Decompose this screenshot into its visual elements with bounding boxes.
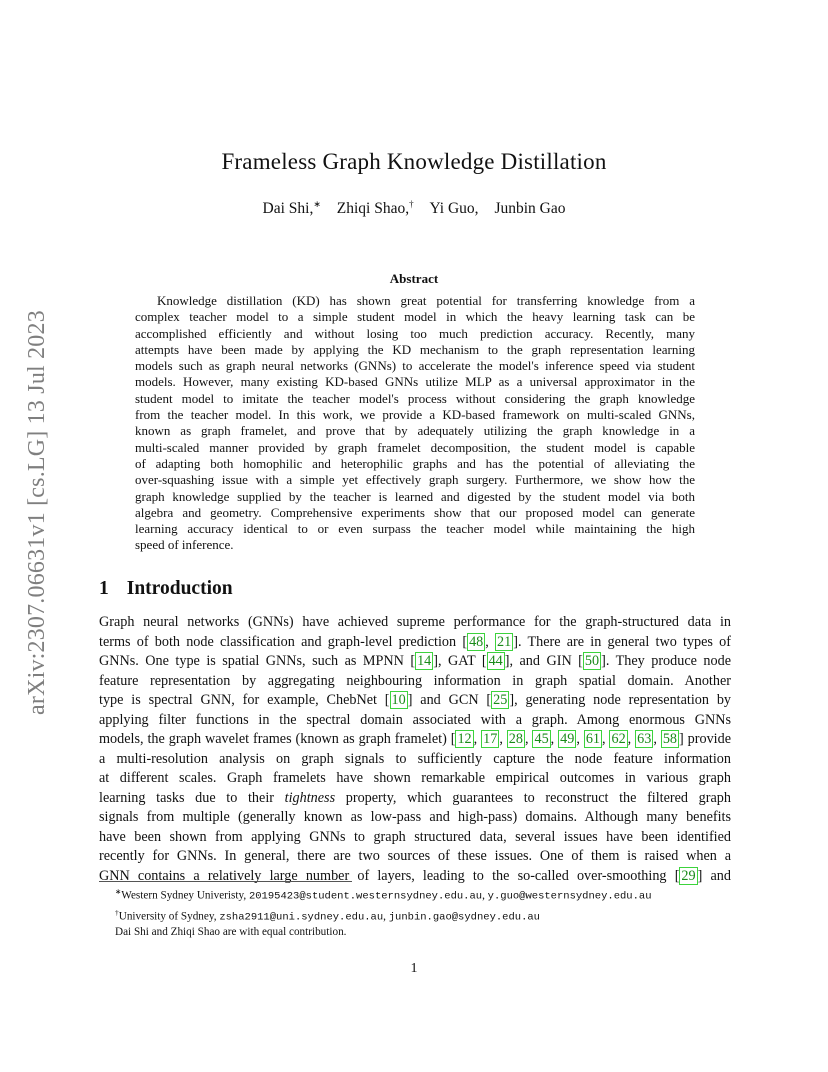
citation-link[interactable]: 21 bbox=[497, 633, 512, 650]
email-link[interactable]: 20195423@student.westernsydney.edu.au bbox=[248, 890, 483, 903]
email-link[interactable]: y.guo@westernsydney.edu.au bbox=[487, 890, 652, 903]
citation-link[interactable]: 17 bbox=[483, 731, 498, 747]
citation-link[interactable]: 28 bbox=[508, 731, 523, 747]
citation-link[interactable]: 29 bbox=[681, 867, 696, 884]
intro-line: GNN contains a relatively large number of layers, leading to the so-called over-smoothing [ 29 ] and bbox=[99, 867, 731, 884]
abstract-line: student model to imitate the teacher model's process without considering the graph knowledge bbox=[135, 390, 695, 406]
footnote-affiliation-2: †University of Sydney, zsha2911@uni.sydney.edu.au, junbin.gao@sydney.edu.au bbox=[115, 907, 540, 924]
citation-link[interactable]: 14 bbox=[417, 653, 432, 669]
footnote-affiliation-1: ∗Western Sydney Univeristy, 20195423@student.westernsydney.edu.au, y.guo@westernsydney.edu.au bbox=[115, 887, 652, 903]
abstract-line: learning accuracy identical to or even surpass the teacher model while maintaining the high bbox=[135, 521, 695, 537]
citation-link[interactable]: 61 bbox=[585, 731, 600, 747]
page-number: 1 bbox=[410, 961, 418, 976]
intro-line: have been shown from applying GNNs to graph structured data, several issues have been identified bbox=[99, 828, 731, 845]
author: Junbin Gao bbox=[494, 200, 566, 218]
arxiv-identifier: arXiv:2307.06631v1 [cs.LG] 13 Jul 2023 bbox=[24, 310, 50, 716]
author-list bbox=[0, 199, 828, 218]
abstract-line: from the teacher model. In this work, we provide a KD-based framework on multi-scaled GNNs, bbox=[135, 407, 695, 423]
citation-link[interactable]: 25 bbox=[493, 692, 508, 708]
intro-line: at different scales. Graph framelets have shown remarkable empirical outcomes in various graph bbox=[99, 770, 731, 786]
citation-link[interactable]: 50 bbox=[584, 653, 600, 669]
abstract-body bbox=[135, 293, 695, 554]
citation-link[interactable]: 45 bbox=[534, 731, 549, 747]
abstract-line: Knowledge distillation (KD) has shown great potential for transferring knowledge from a bbox=[157, 293, 695, 308]
abstract-line: attempts have been made by applying the KD mechanism to the graph representation learning bbox=[135, 341, 695, 357]
abstract-line: known as graph framelet, and prove that by adequately utilizing the graph knowledge in a bbox=[135, 423, 695, 439]
email-link[interactable]: zsha2911@uni.sydney.edu.au bbox=[219, 911, 384, 924]
email-link[interactable]: junbin.gao@sydney.edu.au bbox=[388, 911, 540, 924]
abstract-line: algebra and geometry. Comprehensive experiments show that our proposed model can generate bbox=[135, 504, 695, 520]
section-number: 1 bbox=[99, 578, 109, 599]
abstract-line: models. However, many existing KD-based GNNs utilize MLP as a universal approximator in the bbox=[135, 374, 695, 390]
author: Yi Guo, bbox=[429, 200, 479, 218]
abstract-line: speed of inference. bbox=[135, 537, 234, 553]
abstract-line: accomplished efficiently and without losing too much prediction accuracy. Recently, many bbox=[135, 325, 695, 341]
intro-line: a multi-resolution analysis on graph signals to sufficiently capture the node feature information bbox=[99, 750, 731, 767]
abstract-line: of adapting both homophilic and heterophilic graphs and has the potential of alleviating the bbox=[135, 455, 695, 471]
paper-title: Frameless Graph Knowledge Distillation bbox=[221, 149, 607, 174]
footnotes bbox=[115, 884, 735, 940]
intro-line: Graph neural networks (GNNs) have achieved supreme performance for the graph-structured data in bbox=[99, 614, 731, 630]
intro-line: learning tasks due to their tightness property, which guarantees to reconstruct the filtered graph bbox=[99, 789, 731, 806]
section-title: Introduction bbox=[126, 578, 233, 599]
citation-link[interactable]: 62 bbox=[611, 731, 626, 747]
citation-link[interactable]: 10 bbox=[391, 692, 406, 708]
author: Dai Shi,∗ bbox=[262, 199, 321, 218]
abstract-line: complex teacher model to a simple student model in which the heavy learning task can be bbox=[135, 309, 695, 325]
citation-link[interactable]: 48 bbox=[469, 633, 484, 650]
intro-line: GNNs. One type is spatial GNNs, such as MPNN [ 14 ], GAT [ 44 ], and GIN [ 50 ]. They produce node bbox=[99, 653, 731, 669]
citation-link[interactable]: 49 bbox=[560, 731, 575, 747]
citation-link[interactable]: 58 bbox=[662, 731, 678, 747]
introduction-body bbox=[99, 613, 731, 886]
intro-line: feature representation by aggregating neighbouring information in graph spatial domain. Another bbox=[99, 672, 731, 689]
abstract-line: graph knowledge supplied by the teacher is learned and digested by the student model via both bbox=[135, 488, 695, 504]
footnote-equal-contribution: Dai Shi and Zhiqi Shao are with equal contribution. bbox=[115, 926, 347, 939]
abstract-heading: Abstract bbox=[389, 271, 439, 286]
intro-line: terms of both node classification and graph-level prediction [ 48 , 21 ]. There are in general two types of bbox=[99, 633, 731, 650]
abstract-line: over-squashing issue with a simple yet effectively graph surgery. Furthermore, we show how the bbox=[135, 472, 695, 488]
citation-link[interactable]: 44 bbox=[488, 653, 503, 669]
intro-line: type is spectral GNN, for example, ChebNet [ 10 ] and GCN [ 25 ], generating node representation by bbox=[99, 692, 732, 708]
citation-link[interactable]: 63 bbox=[637, 731, 652, 747]
intro-line: applying filter functions in the spectral domain associated with a graph. Among enormous GNNs bbox=[99, 711, 731, 728]
citation-link[interactable]: 12 bbox=[457, 731, 472, 747]
intro-line: models, the graph wavelet frames (known as graph framelet) [ 12 , 17 , 28 , 45 , 49 , 61 , 62 , 63 , 58 ] provide bbox=[99, 731, 732, 747]
abstract-line: multi-scaled manner provided by graph framelet decomposition, the student model is capable bbox=[135, 439, 695, 455]
intro-line: recently for GNNs. In general, there are two sources of these issues. One of them is raised when a bbox=[99, 848, 731, 864]
footnote-divider bbox=[99, 881, 352, 882]
section-heading bbox=[99, 578, 233, 600]
abstract-line: models such as graph neural networks (GNNs) to accelerate the model's inference speed via student bbox=[135, 358, 695, 374]
author: Zhiqi Shao,† bbox=[336, 199, 414, 218]
intro-line: signals from multiple (generally known as low-pass and high-pass) domains. Although many benefits bbox=[99, 809, 731, 825]
emphasis: tightness bbox=[284, 789, 336, 806]
